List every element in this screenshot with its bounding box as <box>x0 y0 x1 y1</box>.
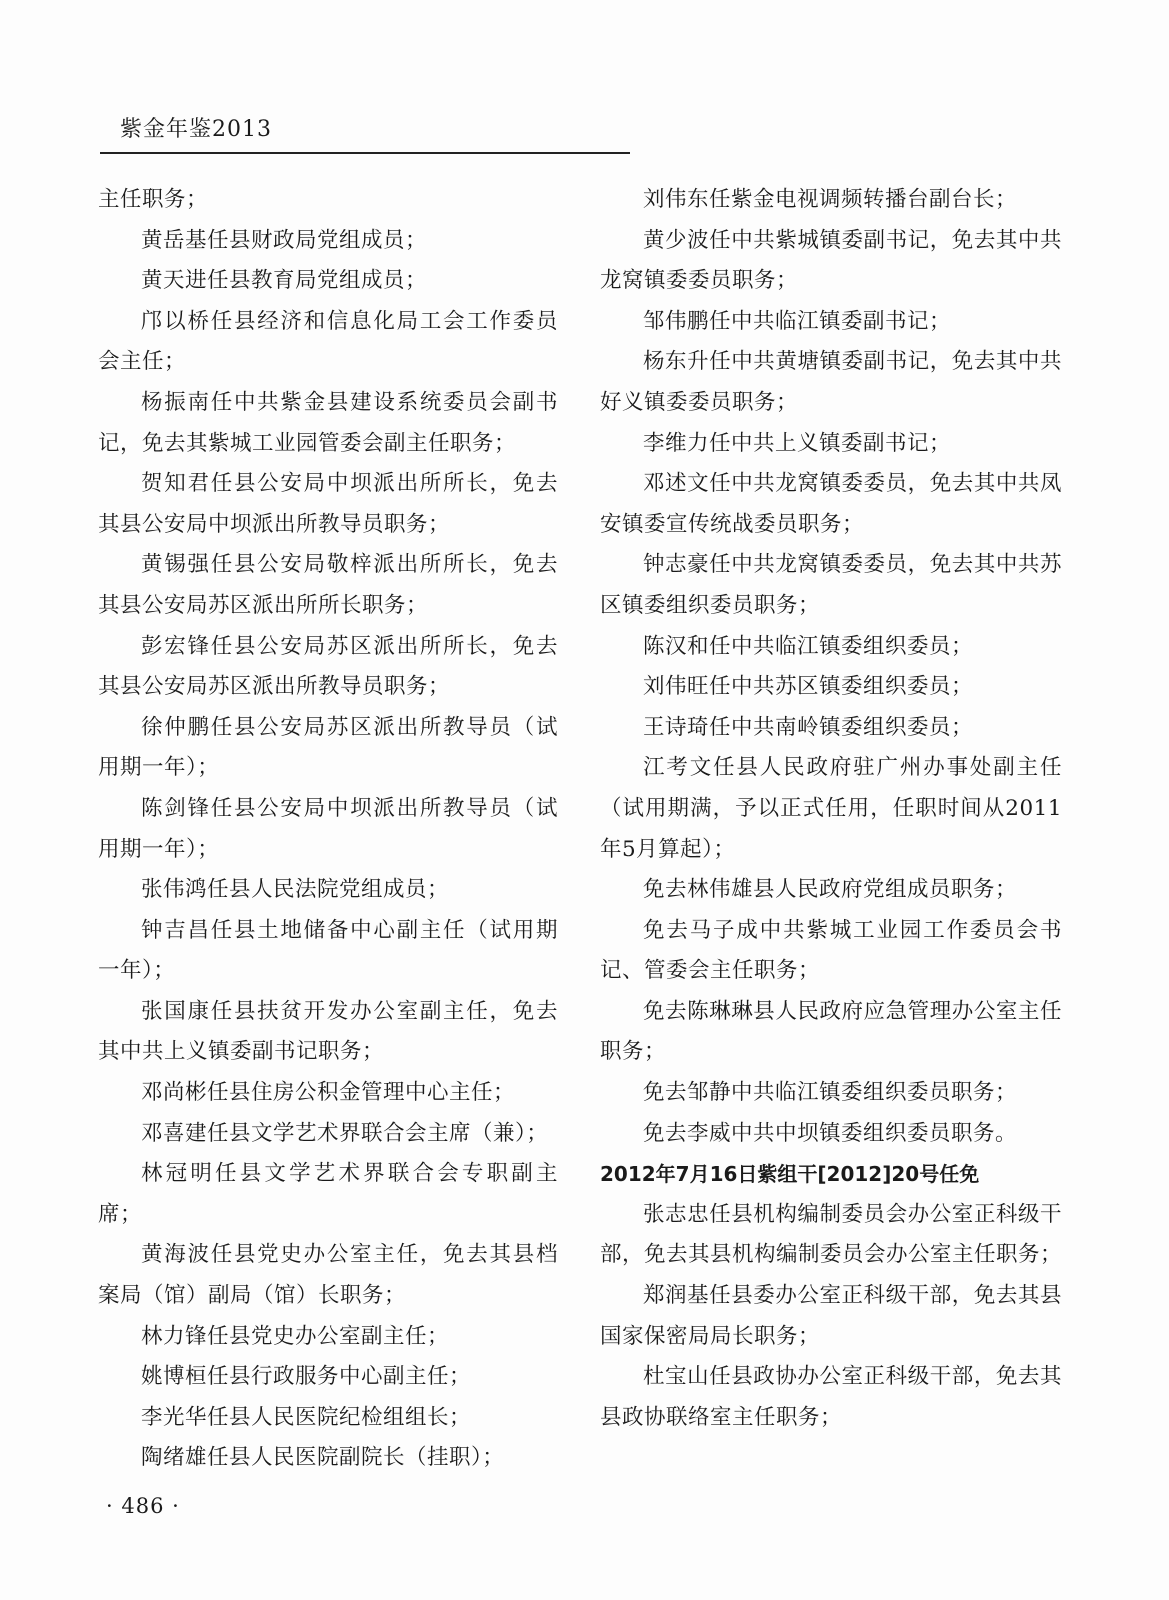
appointment-entry: 邓喜建任县文学艺术界联合会主席（兼）； <box>141 1120 549 1146</box>
appointment-entry: 刘伟旺任中共苏区镇委组织委员； <box>643 674 974 700</box>
appointment-entry: 邓尚彬任县住房公积金管理中心主任； <box>141 1080 516 1106</box>
appointment-entry: 黄少波任中共紫城镇委副书记，免去其中共龙窝镇委委员职务； <box>600 227 1062 294</box>
appointment-entry: 贺知君任县公安局中坝派出所所长，免去其县公安局中坝派出所教导员职务； <box>98 471 558 537</box>
appointment-entry: 陶绪雄任县人民医院副院长（挂职）； <box>141 1445 505 1471</box>
left-column <box>98 180 558 1479</box>
appointment-entry: 李维力任中共上义镇委副书记； <box>643 430 952 456</box>
appointment-entry: 姚博桓任县行政服务中心副主任； <box>141 1364 472 1390</box>
appointment-entry: 邓述文任中共龙窝镇委委员，免去其中共凤安镇委宣传统战委员职务； <box>600 471 1062 537</box>
appointment-entry: 免去马子成中共紫城工业园工作委员会书记、管委会主任职务； <box>600 917 1062 984</box>
running-header: 紫金年鉴2013 <box>120 117 272 142</box>
appointment-entry: 主任职务； <box>98 187 209 212</box>
appointment-entry: 免去陈琳琳县人民政府应急管理办公室主任职务； <box>600 998 1062 1065</box>
appointment-entry: 郑润基任县委办公室正科级干部，免去其县国家保密局局长职务； <box>600 1283 1062 1349</box>
appointment-entry: 林力锋任县党史办公室副主任； <box>141 1323 450 1349</box>
appointment-entry: 钟吉昌任县土地储备中心副主任（试用期一年）； <box>98 917 558 984</box>
header-rule <box>100 152 630 154</box>
appointment-entry: 免去邹静中共临江镇委组织委员职务； <box>643 1080 1018 1106</box>
appointment-entry: 陈汉和任中共临江镇委组织委员； <box>643 633 974 659</box>
appointment-entry: 江考文任县人民政府驻广州办事处副主任（试用期满，予以正式任用，任职时间从2011年5月算起）； <box>600 755 1062 862</box>
appointment-entry: 张志忠任县机构编制委员会办公室正科级干部，免去其县机构编制委员会办公室主任职务； <box>600 1201 1063 1268</box>
page-number: · 486 · <box>106 1494 180 1518</box>
appointment-entry: 黄岳基任县财政局党组成员； <box>141 227 428 253</box>
appointment-entry: 张伟鸿任县人民法院党组成员； <box>141 877 450 903</box>
appointment-entry: 彭宏锋任县公安局苏区派出所所长，免去其县公安局苏区派出所教导员职务； <box>98 633 558 700</box>
appointment-entry: 钟志豪任中共龙窝镇委委员，免去其中共苏区镇委组织委员职务； <box>600 552 1062 618</box>
appointment-entry: 黄海波任县党史办公室主任，免去其县档案局（馆）副局（馆）长职务； <box>98 1242 558 1309</box>
appointment-entry: 免去林伟雄县人民政府党组成员职务； <box>643 877 1018 903</box>
appointment-entry: 王诗琦任中共南岭镇委组织委员； <box>643 714 974 740</box>
appointment-entry: 刘伟东任紫金电视调频转播台副台长； <box>643 187 1018 212</box>
appointment-entry: 张国康任县扶贫开发办公室副主任，免去其中共上义镇委副书记职务； <box>98 998 558 1065</box>
appointment-entry: 杨振南任中共紫金县建设系统委员会副书记，免去其紫城工业园管委会副主任职务； <box>98 389 558 456</box>
appointment-entry: 徐仲鹏任县公安局苏区派出所教导员（试用期一年）； <box>98 714 558 781</box>
appointment-entry: 黄天进任县教育局党组成员； <box>141 268 428 294</box>
appointment-entry: 杜宝山任县政协办公室正科级干部，免去其县政协联络室主任职务； <box>600 1364 1062 1430</box>
appointment-entry: 黄锡强任县公安局敬梓派出所所长，免去其县公安局苏区派出所所长职务； <box>98 552 558 618</box>
section-heading: 2012年7月16日紫组干[2012]20号任免 <box>600 1162 980 1187</box>
appointment-entry: 林冠明任县文学艺术界联合会专职副主席； <box>98 1161 558 1227</box>
appointment-entry: 邝以桥任县经济和信息化局工会工作委员会主任； <box>98 308 558 375</box>
appointment-entry: 李光华任县人民医院纪检组组长； <box>141 1404 472 1430</box>
appointment-entry: 陈剑锋任县公安局中坝派出所教导员（试用期一年）； <box>98 795 558 862</box>
right-column <box>600 180 1062 1438</box>
appointment-entry: 杨东升任中共黄塘镇委副书记，免去其中共好义镇委委员职务； <box>600 349 1062 415</box>
appointment-entry: 免去李威中共中坝镇委组织委员职务。 <box>643 1120 1018 1146</box>
appointment-entry: 邹伟鹏任中共临江镇委副书记； <box>643 308 952 334</box>
